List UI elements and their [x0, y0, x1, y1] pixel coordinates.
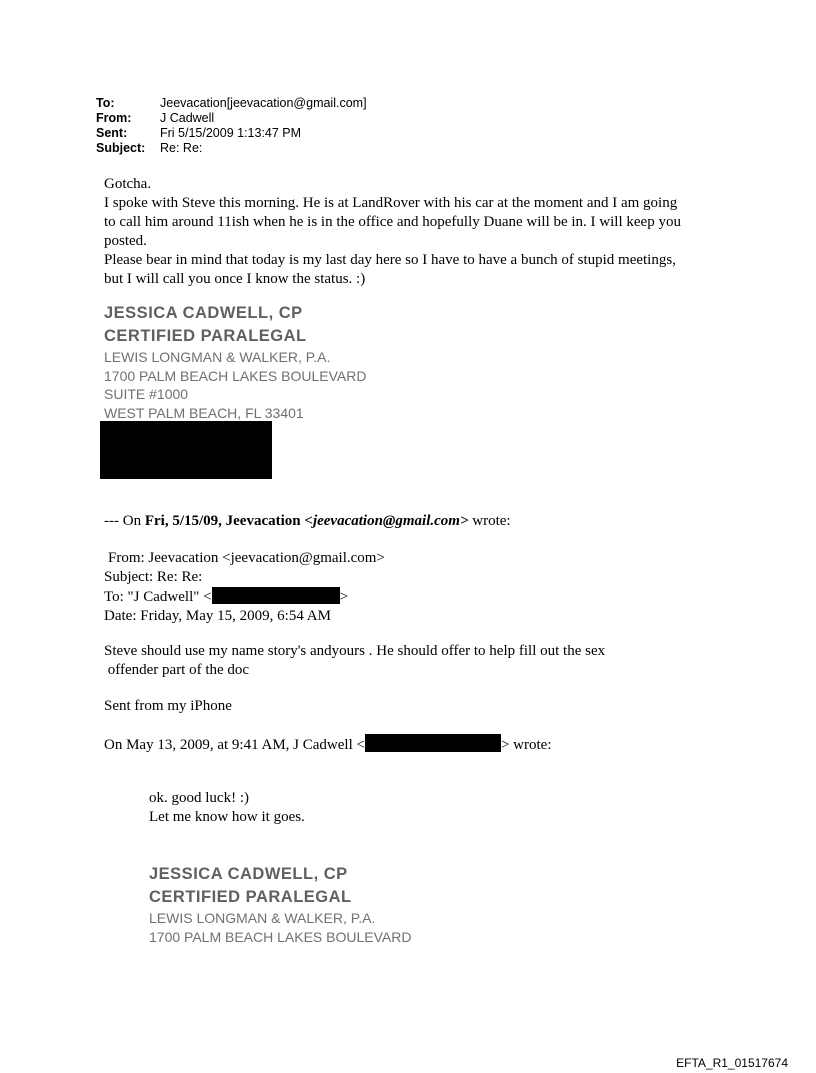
signature-firm: LEWIS LONGMAN & WALKER, P.A. [104, 349, 331, 365]
redaction-box [100, 421, 272, 479]
redaction-box [212, 587, 340, 604]
header-from-row [96, 111, 367, 126]
fwd-date: Date: Friday, May 15, 2009, 6:54 AM [104, 608, 331, 624]
subject-label: Subject: [96, 141, 146, 155]
fwd-to [104, 587, 385, 607]
header-to-row [96, 96, 367, 111]
message-line: Gotcha. [104, 176, 152, 192]
redaction-box [365, 734, 501, 752]
signature-block [104, 302, 366, 422]
message-line: to call him around 11ish when he is in the office and hopefully Duane will be in. I will keep you [104, 214, 681, 230]
from-label: From: [96, 111, 132, 125]
fwd-from: From: Jeevacation <jeevacation@gmail.com> [108, 550, 385, 566]
reply-line: Let me know how it goes. [149, 809, 305, 825]
to-value: Jeevacation[jeevacation@gmail.com] [160, 96, 367, 110]
signature-name: JESSICA CADWELL, CP [149, 865, 348, 883]
fwd-to-prefix: To: "J Cadwell" < [104, 589, 212, 605]
quote-date: Fri, 5/15/09, Jeevacation [144, 513, 305, 529]
message-body [104, 175, 784, 289]
reply-line: ok. good luck! :) [149, 790, 249, 806]
quote-header [104, 512, 511, 531]
fwd-body-line: Steve should use my name story's andyours . He should offer to help fill out the sex [104, 643, 606, 659]
message-line: I spoke with Steve this morning. He is at LandRover with his car at the moment and I am going [104, 195, 678, 211]
signature-address: 1700 PALM BEACH LAKES BOULEVARD [104, 367, 367, 384]
fwd-to-suffix: > [339, 589, 349, 605]
forwarded-body [104, 642, 605, 680]
quote-suffix: wrote: [468, 513, 511, 529]
sent-from-line: Sent from my iPhone [104, 698, 232, 714]
message-line: but I will call you once I know the status. :) [104, 271, 366, 287]
quote-line [104, 734, 551, 755]
sent-value: Fri 5/15/2009 1:13:47 PM [160, 126, 302, 140]
message-line: Please bear in mind that today is my last day here so I have to have a bunch of stupid meetings, [104, 252, 676, 268]
forwarded-header [104, 549, 385, 626]
from-value: J Cadwell [160, 111, 215, 125]
sent-label: Sent: [96, 126, 128, 140]
signature-city: WEST PALM BEACH, FL 33401 [104, 404, 304, 421]
header-subject-row [96, 141, 367, 156]
header-sent-row [96, 126, 367, 141]
signature-name: JESSICA CADWELL, CP [104, 304, 303, 322]
quote-line-suffix: > wrote: [500, 737, 552, 753]
signature-address: 1700 PALM BEACH LAKES BOULEVARD [149, 928, 412, 945]
signature-title: CERTIFIED PARALEGAL [104, 327, 307, 345]
signature-firm: LEWIS LONGMAN & WALKER, P.A. [149, 910, 376, 926]
reply-body [149, 789, 305, 827]
quote-prefix: --- On [104, 513, 145, 529]
fwd-subject: Subject: Re: Re: [104, 569, 203, 585]
email-header [96, 96, 367, 156]
quote-email: <jeevacation@gmail.com> [304, 513, 469, 529]
signature-suite: SUITE #1000 [104, 386, 189, 402]
fwd-body-line: offender part of the doc [104, 662, 250, 678]
message-line: posted. [104, 233, 147, 249]
subject-value: Re: Re: [160, 141, 203, 155]
quote-line-prefix: On May 13, 2009, at 9:41 AM, J Cadwell < [104, 737, 365, 753]
document-id: EFTA_R1_01517674 [676, 1056, 788, 1070]
signature-title: CERTIFIED PARALEGAL [149, 888, 352, 906]
to-label: To: [96, 96, 115, 110]
signature-block-2 [149, 863, 411, 946]
